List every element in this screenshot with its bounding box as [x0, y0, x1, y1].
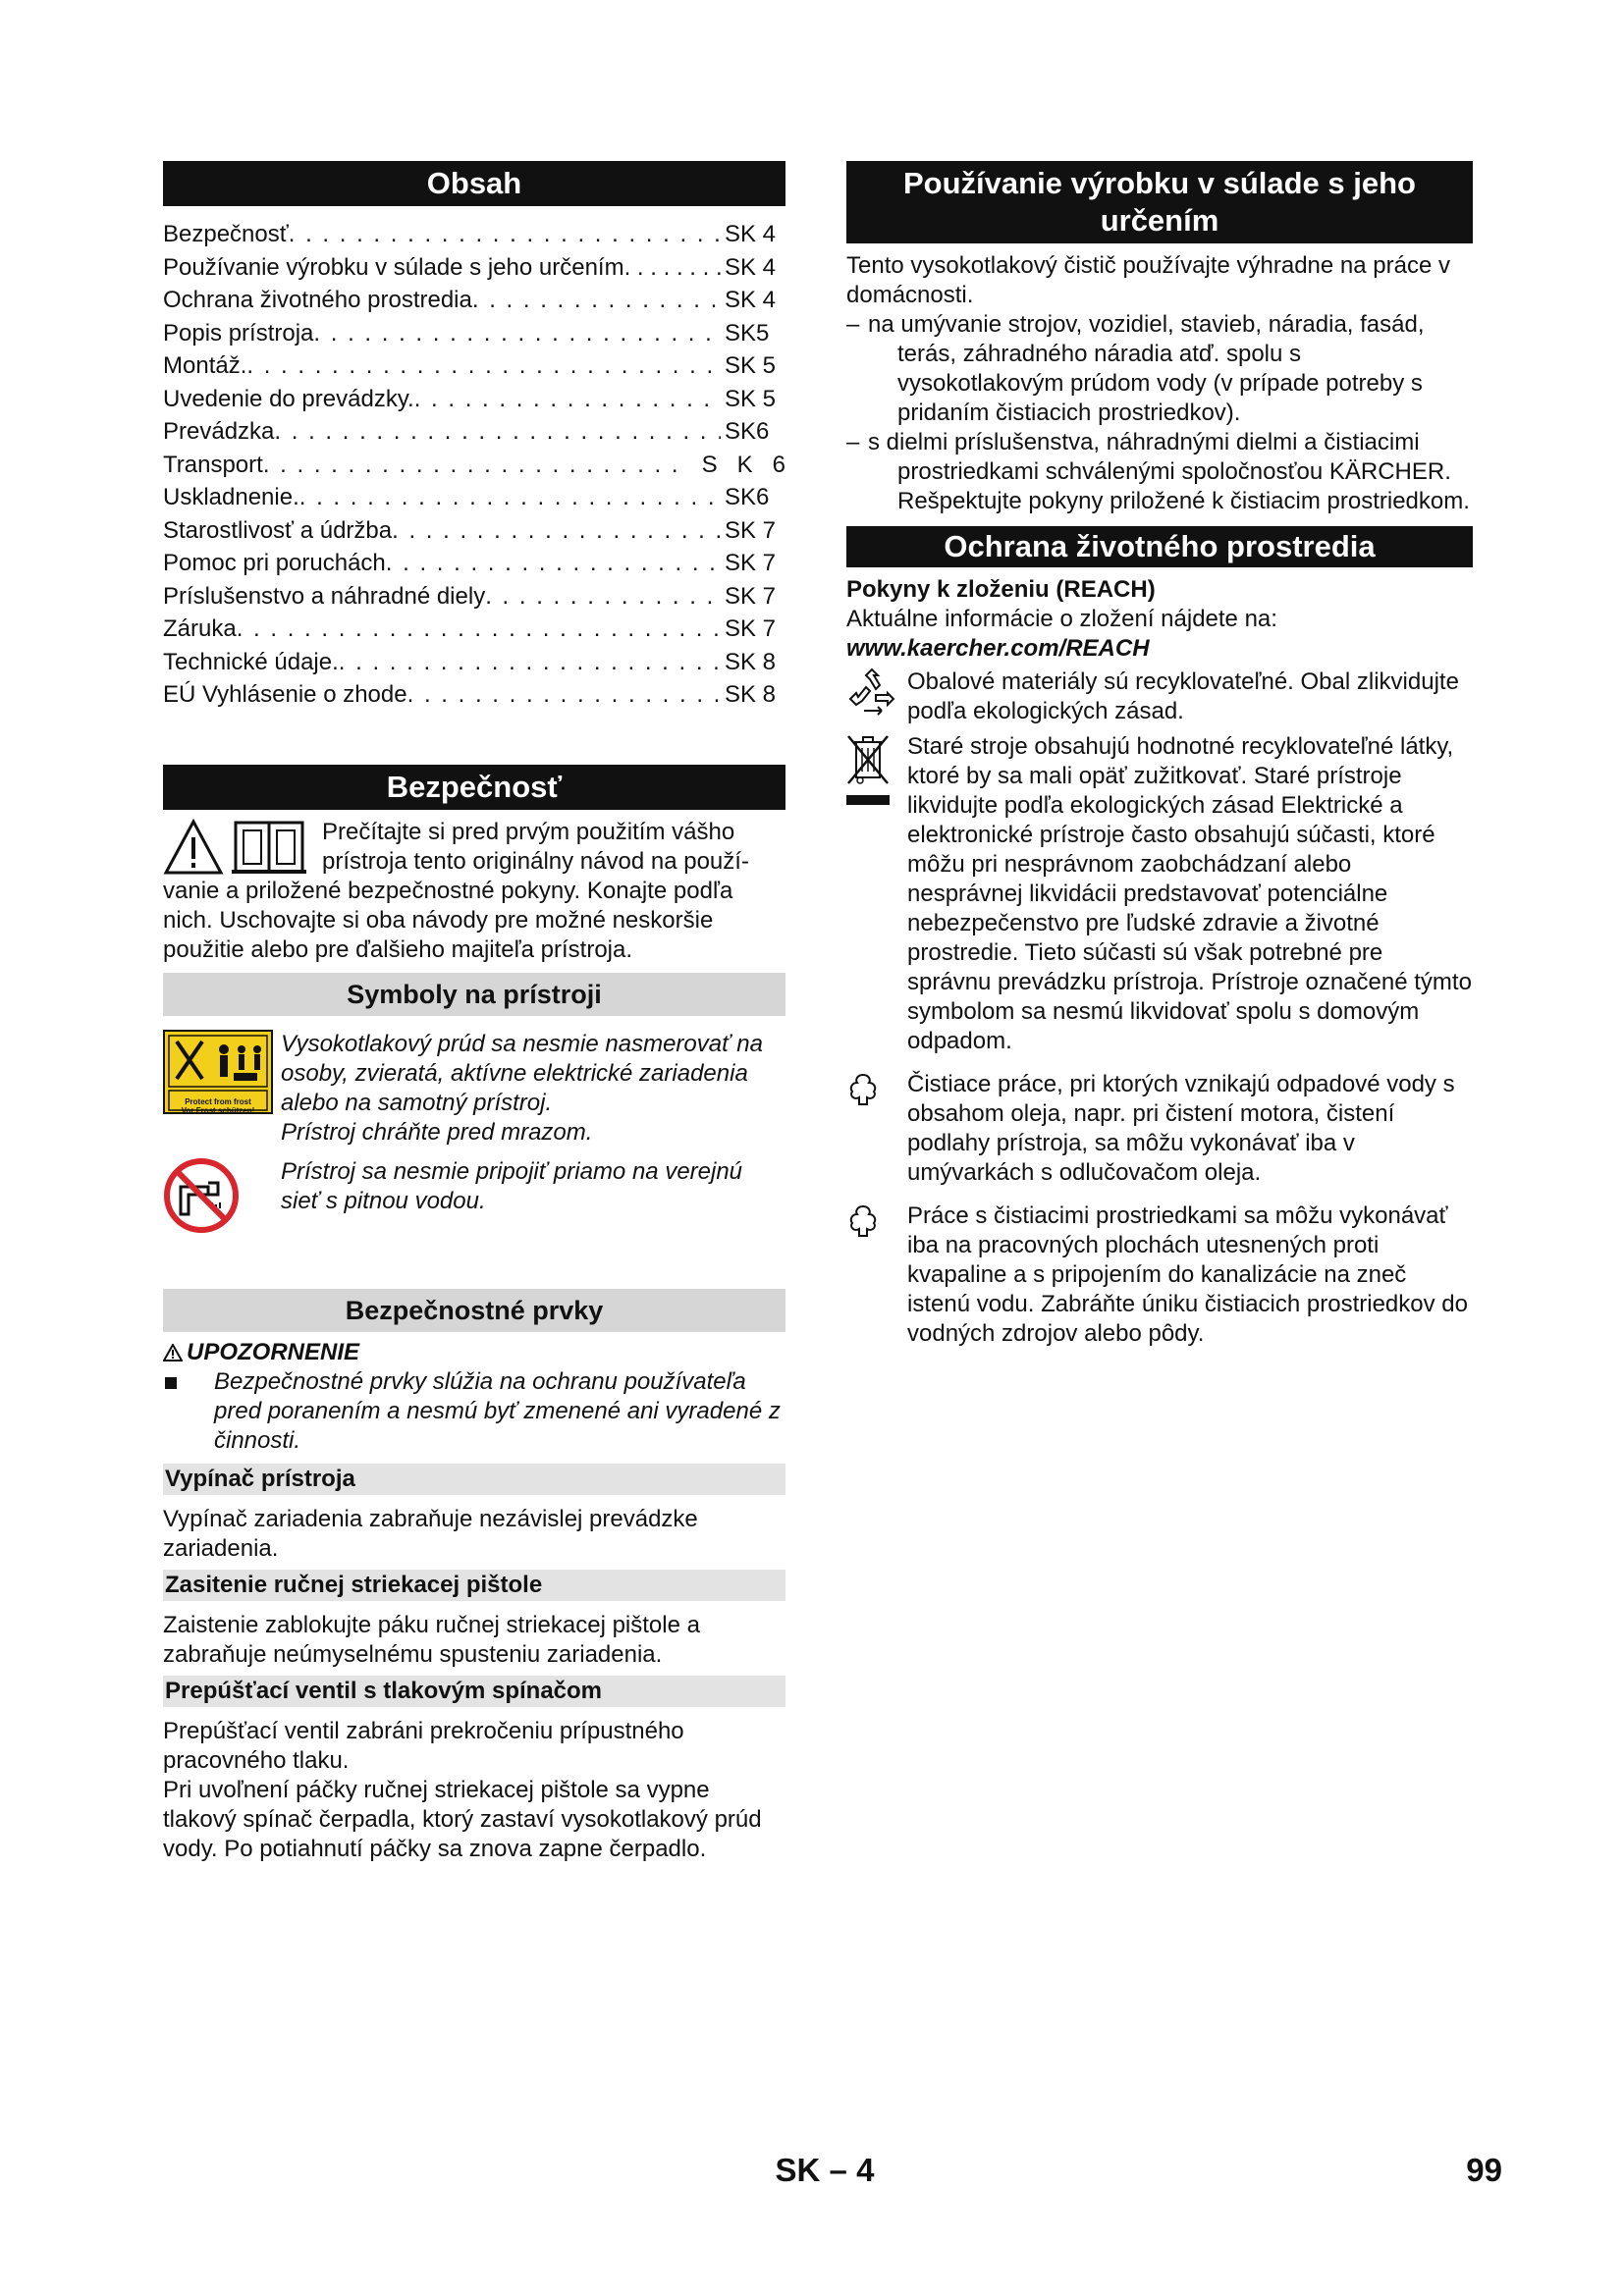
bullet-square-icon — [163, 1367, 214, 1456]
toc-entry[interactable] — [163, 549, 785, 582]
toc-entry[interactable] — [163, 516, 785, 550]
symbol-row-drinking-water — [163, 1157, 785, 1242]
environment-tree-icon — [846, 1072, 880, 1107]
toc-entry-page: SK 8 — [725, 681, 777, 708]
toc-entry-page: SK 5 — [725, 352, 777, 379]
recycling-text: Obalové materiály sú recyklovateľné. Obal zlikvidujte podľa ekologických zásad. — [907, 668, 1459, 724]
toc-entry[interactable] — [163, 351, 785, 385]
toc-entry[interactable] — [163, 319, 785, 352]
toc-entry-title: Záruka — [163, 615, 237, 642]
toc-entry[interactable] — [163, 582, 785, 615]
detergent-text: Práce s čistiacimi prostriedkami sa môžu vykonávať iba na pracovných plochách utesnených proti kvapaline a s pripojením do kanalizácie na zneč istenú vodu. Zabráňte úniku čistiacich prostriedkov do vodných zdrojov alebo pôdy. — [907, 1202, 1468, 1347]
dash-marker: – — [846, 429, 860, 455]
toc-entry[interactable] — [163, 286, 785, 319]
recycling-row — [846, 667, 1473, 726]
toc-entry-page: SK 5 — [725, 385, 777, 412]
reach-link[interactable]: www.kaercher.com/REACH — [846, 635, 1150, 662]
environment-tree-icon — [846, 1203, 880, 1239]
right-column — [846, 161, 1473, 1349]
switch-subheading: Vypínač prístroja — [163, 1464, 785, 1495]
toc-entry-title: Príslušenstvo a náhradné diely — [163, 582, 486, 610]
toc-entry-title: Ochrana životného prostredia — [163, 287, 472, 313]
toc-entry-title: Pomoc pri poruchách — [163, 550, 386, 576]
toc-entry-title: Používanie výrobku v súlade s jeho určením — [163, 253, 624, 281]
warning-bullet — [163, 1367, 785, 1456]
env-icon-cell — [846, 667, 907, 726]
warning-text: Bezpečnostné prvky slúžia na ochranu používateľa pred poranením a nesmú byť zmenené ani vyradené z činnosti. — [214, 1367, 781, 1454]
toc-entry-title: Montáž. — [163, 352, 247, 379]
toc-entry-page: SK 7 — [725, 582, 777, 610]
reach-heading: Pokyny k zloženiu (REACH) — [846, 576, 1156, 603]
toc-entry-title: Bezpečnosť — [163, 221, 289, 247]
warning-triangle-icon — [163, 819, 224, 876]
symbol-row-high-pressure — [163, 1030, 785, 1148]
toc-entry-page: SK5 — [725, 319, 770, 347]
env-icon-cell — [846, 1201, 907, 1349]
symbol-icon-cell — [163, 1157, 281, 1242]
oil-row — [846, 1070, 1473, 1188]
valve-text-2: Pri uvoľnení páčky ručnej striekacej pištole sa vypne tlakový spínač čerpadla, ktorý zastaví vysokotlakový prúd vody. Po potiahnutí páčky sa znova zapne čerpadlo. — [163, 1776, 762, 1862]
toc-entry-page: SK 4 — [725, 287, 777, 313]
toc-entry-page: S K 6 — [701, 451, 785, 478]
sticker-caption-line2: Vor Frost schützen! — [181, 1105, 255, 1115]
table-of-contents — [163, 220, 785, 714]
toc-entry-title: Prevádzka — [163, 418, 275, 445]
toc-entry-title: Technické údaje. — [163, 648, 339, 675]
sticker-caption-line1: Protect from frost — [185, 1096, 251, 1106]
detergent-row — [846, 1201, 1473, 1349]
valve-text-1: Prepúšťací ventil zabráni prekročeniu prípustného pracovného tlaku. — [163, 1717, 684, 1774]
toc-entry-page: SK6 — [725, 484, 770, 510]
toc-entry[interactable] — [163, 253, 785, 287]
env-icon-cell — [846, 732, 907, 1056]
safety-heading: Bezpečnosť — [163, 765, 785, 810]
toc-entry-title: Popis prístroja — [163, 319, 314, 347]
usage-intro: Tento vysokotlakový čistič používajte výhradne na práce v domácnosti. — [846, 252, 1450, 308]
sticker-caption — [163, 1097, 273, 1115]
switch-text: Vypínač zariadenia zabraňuje nezávislej prevádzke zariadenia. — [163, 1505, 698, 1562]
recycle-icon — [846, 667, 897, 719]
toc-entry-title: Transport — [163, 451, 263, 478]
toc-entry[interactable] — [163, 385, 785, 418]
toc-entry[interactable] — [163, 648, 785, 681]
valve-subheading: Prepúšťací ventil s tlakovým spínačom — [163, 1676, 785, 1707]
manual-book-icon — [232, 819, 306, 876]
toc-entry[interactable] — [163, 680, 785, 714]
usage-item-text: na umývanie strojov, vozidiel, stavieb, náradia, fasád, terás, záhradného náradia atď. spolu s vysokotlakovým prúdom vody (v prípade potreby s pridaním čistiacich prostriedkov). — [868, 311, 1425, 426]
toc-entry[interactable] — [163, 451, 785, 484]
toc-entry-title: Starostlivosť a údržba — [163, 516, 393, 544]
symbol-icon-cell — [163, 1030, 281, 1148]
toc-entry[interactable] — [163, 614, 785, 648]
toc-entry-page: SK 7 — [725, 615, 777, 642]
safety-features-heading: Bezpečnostné prvky — [163, 1289, 785, 1332]
toc-entry-page: SK 7 — [725, 550, 777, 576]
no-drinking-water-connection-icon — [163, 1157, 240, 1234]
weee-text: Staré stroje obsahujú hodnotné recyklovateľné látky, ktoré by sa mali opäť zužitkovať. Staré prístroje likvidujte podľa ekologických zásad Elektrické a elektronické prístroje často obsahujú súčasti, ktoré môžu pri nesprávnom zaobchádzaní alebo nesprávnej likvidácii predstavovať potenciálne nebezpečenstvo pre ľudské zdravie a životné prostredie. Tieto súčasti sú však potrebné pre správnu prevádzku prístroja. Prístroje označené týmto symbolom sa nesmú likvidovať spolu s domovým odpadom. — [907, 733, 1472, 1054]
env-icon-cell — [846, 1070, 907, 1188]
symbol1-text-frost: Prístroj chráňte pred mrazom. — [281, 1118, 593, 1146]
footer-section-label: SK – 4 — [775, 2152, 875, 2188]
usage-item-text: s dielmi príslušenstva, náhradnými dielmi a čistiacimi prostriedkami schválenými spoločnosťou KÄRCHER. Rešpektujte pokyny priložené k čistiacim prostriedkom. — [868, 429, 1470, 514]
symbols-heading: Symboly na prístroji — [163, 973, 785, 1016]
warning-label: UPOZORNENIE — [187, 1338, 360, 1365]
dash-marker: – — [846, 311, 860, 338]
safety-intro-lead: Prečítajte si pred prvým použitím vášho prístroja tento originálny návod na použí- — [322, 818, 749, 875]
toc-entry-title: EÚ Vyhlásenie o zhode — [163, 681, 407, 708]
crossed-out-bin-icon — [846, 732, 890, 805]
toc-entry-page: SK 8 — [725, 648, 777, 675]
weee-row — [846, 732, 1473, 1056]
safety-intro-rest: vanie a priložené bezpečnostné pokyny. Konajte podľa nich. Uschovajte si oba návody pre možné neskoršie použitie alebo pre ďalšieho majiteľa prístroja. — [163, 877, 733, 963]
safety-intro-icons — [163, 818, 320, 877]
toc-heading: Obsah — [163, 161, 785, 206]
usage-list-item — [846, 310, 1473, 428]
footer-page-number: 99 — [1466, 2152, 1502, 2188]
usage-heading: Používanie výrobku v súlade s jeho určením — [846, 161, 1473, 243]
toc-entry-page: SK6 — [725, 418, 770, 445]
toc-entry-page: SK 4 — [725, 221, 777, 247]
toc-entry-page: SK 4 — [725, 253, 777, 281]
warning-label-row — [163, 1338, 785, 1367]
oil-text: Čistiace práce, pri ktorých vznikajú odpadové vody s obsahom oleja, napr. pri čistení motora, čistení podlahy prístroja, sa môžu vykonávať iba v umývarkách s odlučovačom oleja. — [907, 1071, 1455, 1186]
symbol-text-block — [281, 1030, 785, 1148]
gun-lock-subheading: Zasitenie ručnej striekacej pištole — [163, 1570, 785, 1601]
toc-entry[interactable] — [163, 483, 785, 516]
toc-entry[interactable] — [163, 220, 785, 253]
toc-entry-title: Uskladnenie. — [163, 484, 299, 510]
toc-entry-title: Uvedenie do prevádzky. — [163, 385, 414, 412]
gun-lock-text: Zaistenie zablokujte páku ručnej striekacej pištole a zabraňuje neúmyselnému spusteniu zariadenia. — [163, 1611, 700, 1668]
usage-list-item — [846, 428, 1473, 516]
left-column — [163, 161, 785, 1864]
symbol1-text: Vysokotlakový prúd sa nesmie nasmerovať na osoby, zvieratá, aktívne elektrické zariadenia alebo na samotný prístroj. — [281, 1030, 763, 1116]
warning-small-icon — [163, 1344, 183, 1362]
safety-intro — [163, 818, 785, 965]
toc-entry[interactable] — [163, 417, 785, 451]
environment-heading: Ochrana životného prostredia — [846, 526, 1473, 567]
symbol2-text: Prístroj sa nesmie pripojiť priamo na verejnú sieť s pitnou vodou. — [281, 1157, 743, 1214]
reach-text: Aktuálne informácie o zložení nájdete na: — [846, 606, 1277, 632]
toc-entry-page: SK 7 — [725, 516, 777, 544]
